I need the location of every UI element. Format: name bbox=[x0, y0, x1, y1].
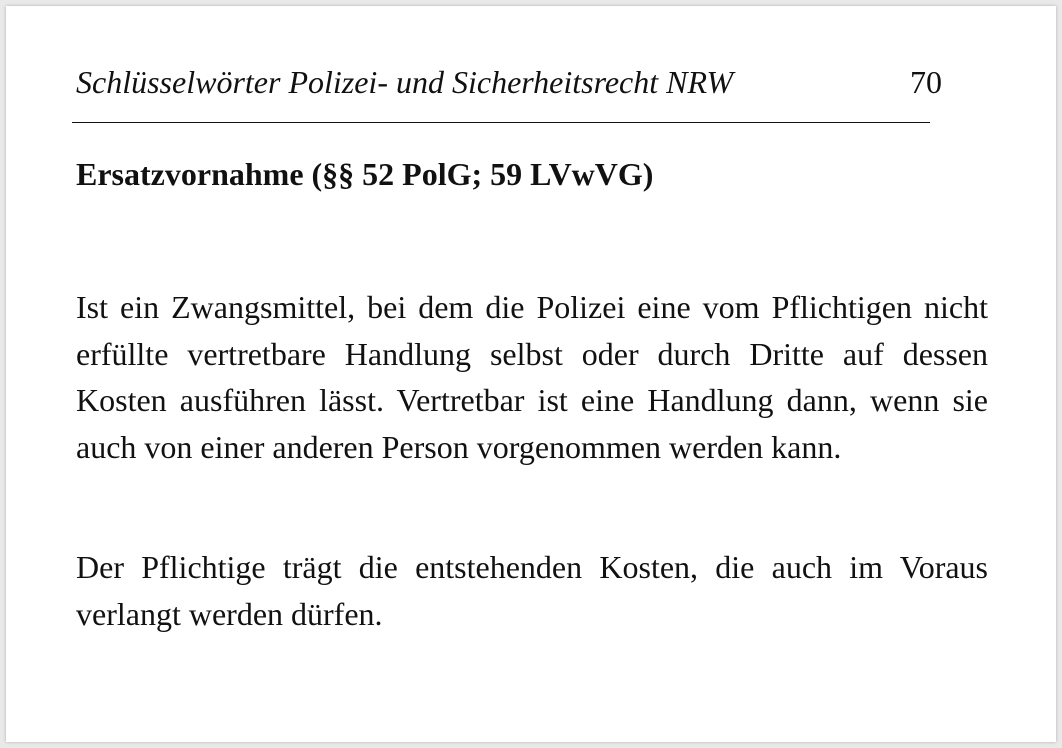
document-page bbox=[6, 6, 1056, 742]
entry-title: Ersatzvornahme (§§ 52 PolG; 59 LVwVG) bbox=[76, 156, 654, 192]
header-divider bbox=[72, 122, 930, 123]
running-header bbox=[76, 62, 942, 102]
running-header-title: Schlüsselwörter Polizei- und Sicherheitsrecht NRW bbox=[76, 64, 734, 100]
entry-paragraph-1: Ist ein Zwangsmittel, bei dem die Polizei eine vom Pflichtigen nicht erfüllte vertretbare Handlung selbst oder durch Dritte auf dessen Kosten ausführen lässt. Vertretbar ist eine Handlung dann, wenn sie auch von einer anderen Person vorgenommen werden kann. bbox=[76, 289, 988, 465]
entry-paragraph-2: Der Pflichtige trägt die entstehenden Kosten, die auch im Voraus verlangt werden dürfen. bbox=[76, 549, 988, 632]
page-number: 70 bbox=[910, 64, 942, 100]
